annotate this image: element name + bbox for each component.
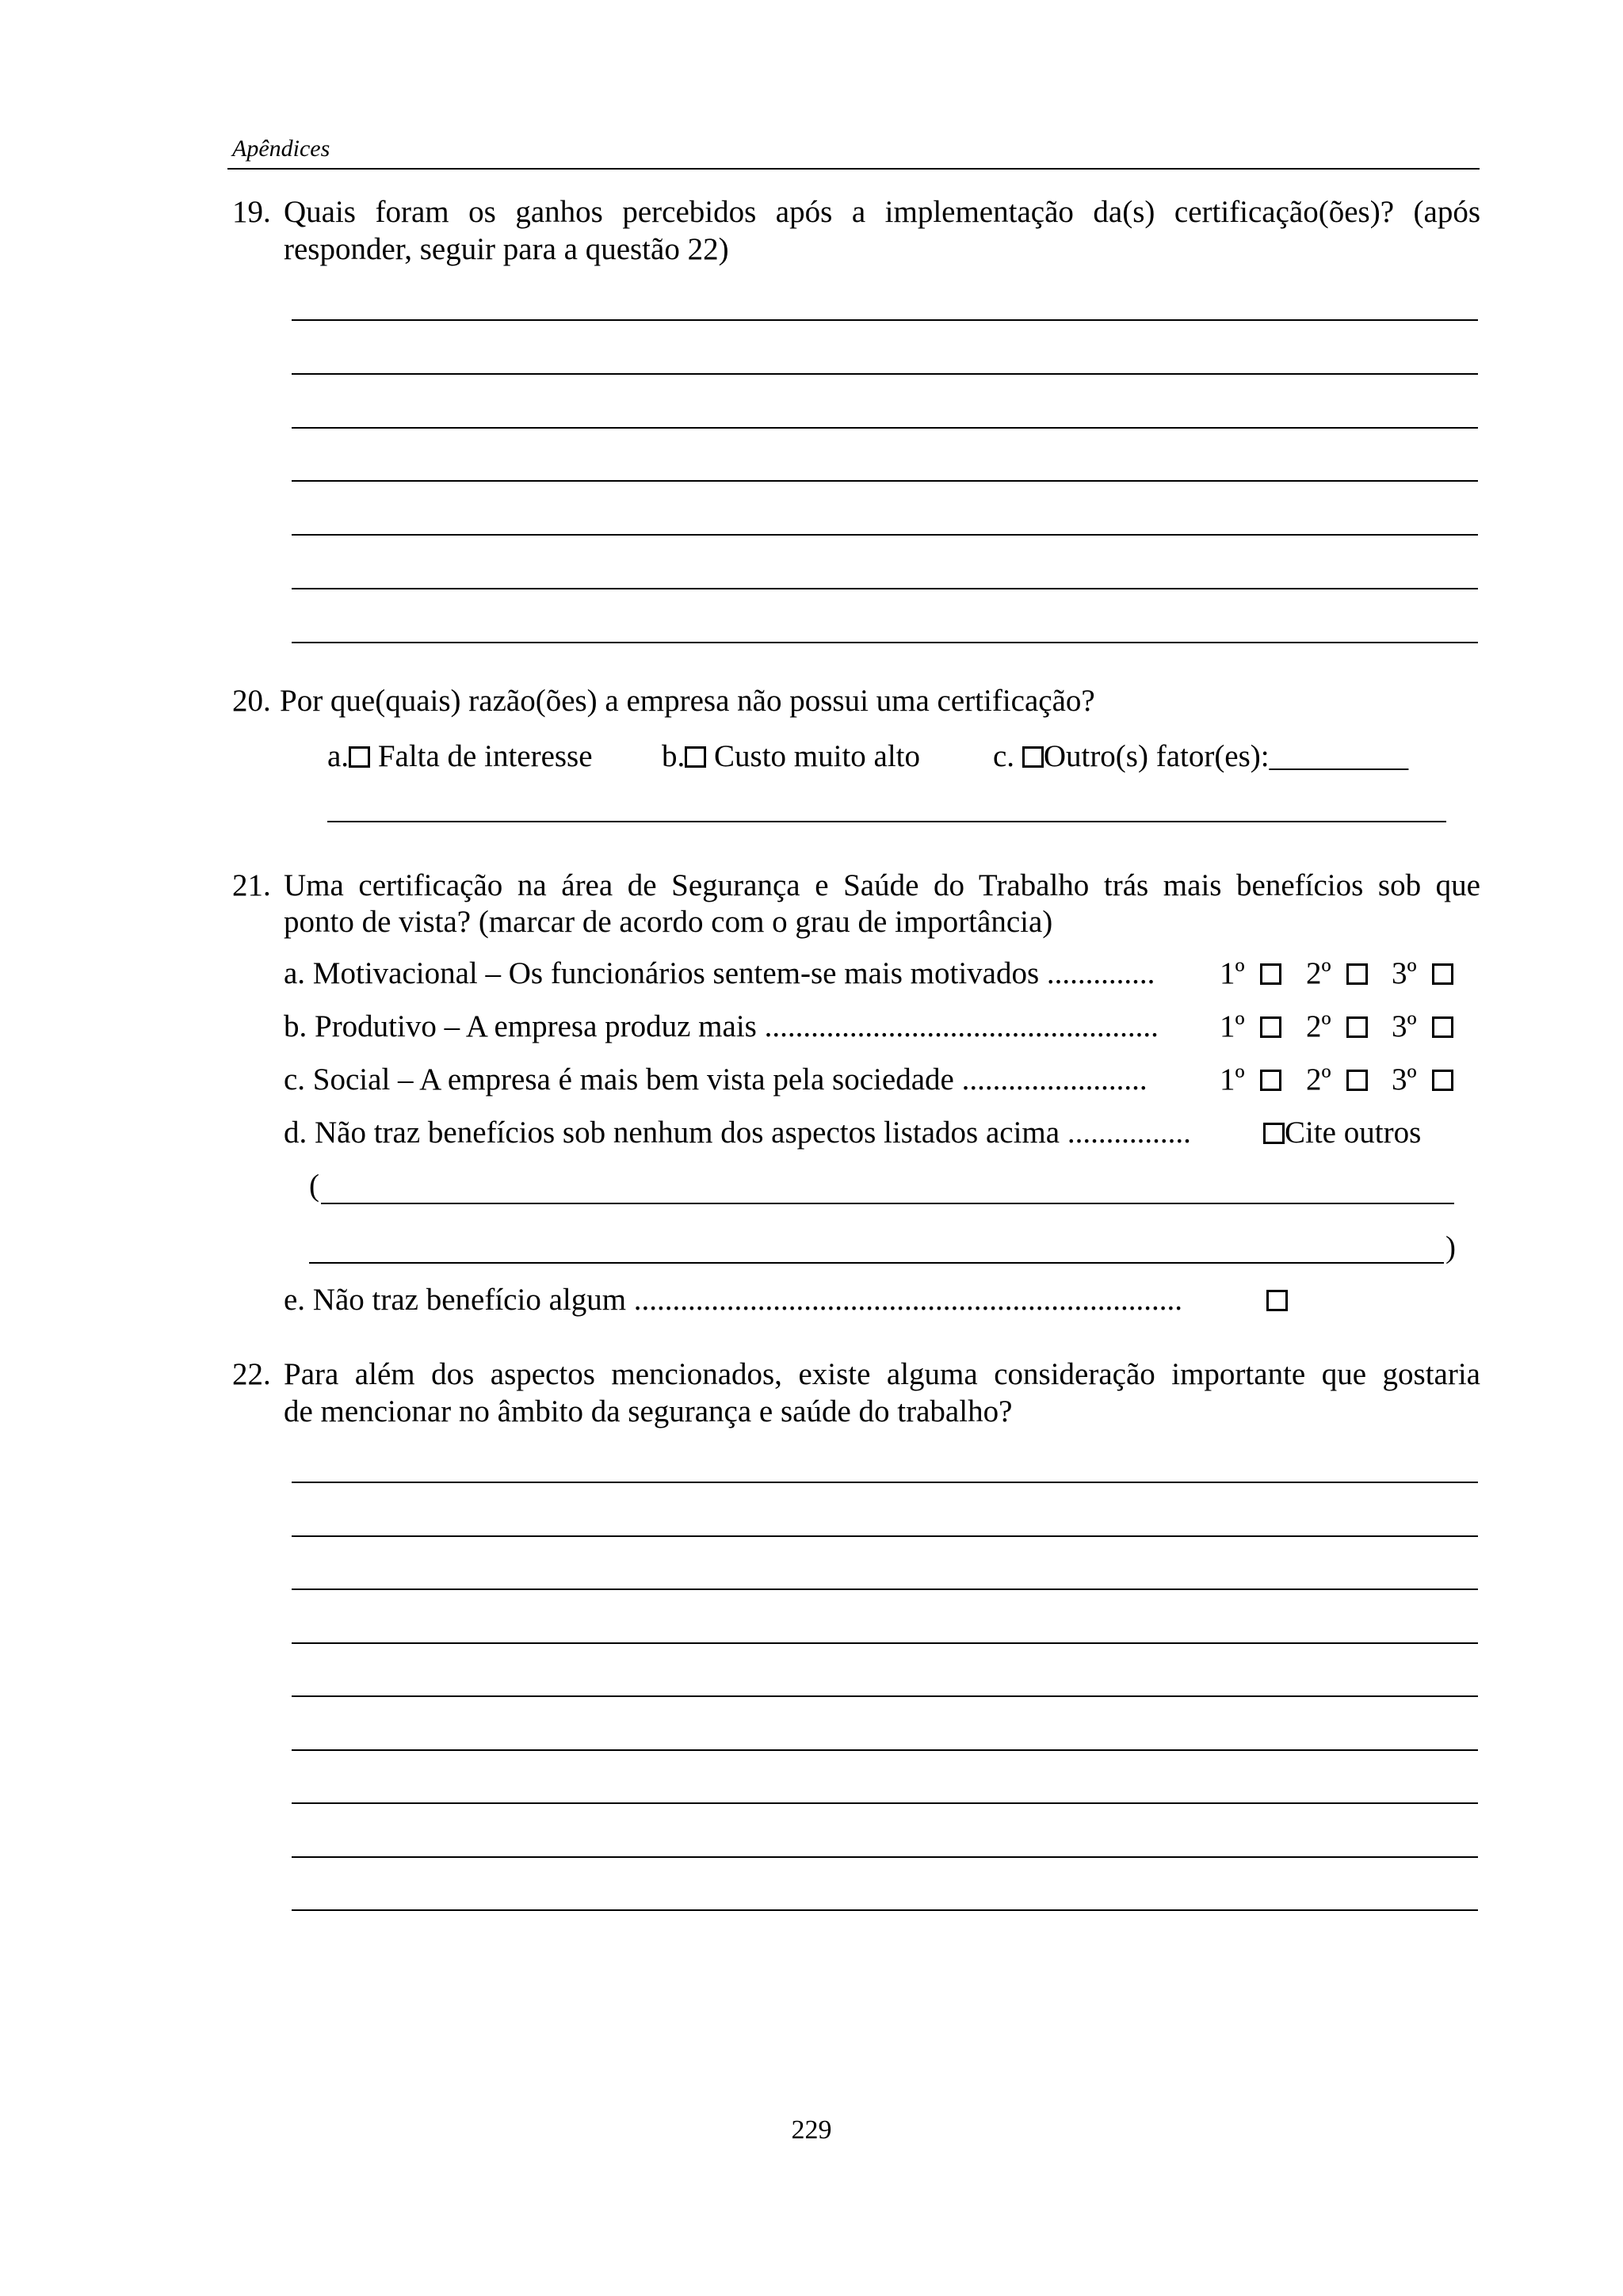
q20-option-a-label: Falta de interesse	[377, 739, 593, 773]
q20-number: 20.	[232, 684, 271, 718]
q20-option-c[interactable]	[993, 738, 1408, 775]
q22-answer-line-8[interactable]	[292, 1856, 1478, 1858]
q21-other-line-1[interactable]	[321, 1203, 1454, 1204]
q21-item-c-rank-2[interactable]	[1306, 1062, 1368, 1098]
rank-label: 1º	[1220, 1062, 1245, 1097]
q22-answer-line-5[interactable]	[292, 1695, 1478, 1697]
q21-item-a-checkbox-1[interactable]	[1260, 963, 1281, 985]
q21-item-c-checkbox-2[interactable]	[1346, 1070, 1368, 1091]
q20-option-c-label: Outro(s) fator(es):_________	[1043, 739, 1409, 773]
q19-answer-line-7[interactable]	[292, 642, 1478, 643]
q20-answer-line[interactable]	[327, 821, 1446, 822]
q21-item-a-rank-2[interactable]	[1306, 955, 1368, 992]
q22-answer-line-2[interactable]	[292, 1535, 1478, 1537]
q21-item-e-label: e. Não traz benefício algum .......................................................................	[284, 1283, 1183, 1317]
q21-item-c-rank-1[interactable]	[1220, 1062, 1281, 1098]
q21-item-d-option[interactable]	[1263, 1115, 1421, 1151]
q21-item-b-rank-2[interactable]	[1306, 1009, 1368, 1045]
q19-answer-line-6[interactable]	[292, 588, 1478, 589]
q21-item-a-checkbox-3[interactable]	[1432, 963, 1453, 985]
q20-option-a-letter: a.	[327, 739, 349, 773]
q19-answer-line-2[interactable]	[292, 373, 1478, 375]
page-number: 229	[791, 2115, 832, 2145]
q22-answer-line-3[interactable]	[292, 1589, 1478, 1590]
rank-label: 2º	[1306, 1009, 1331, 1043]
q21-item-d-label: d. Não traz benefícios sob nenhum dos aspectos listados acima ................	[284, 1116, 1191, 1150]
q20-options	[327, 738, 1461, 775]
q19-text-line1: Quais foram os ganhos percebidos após a implementação da(s) certificação(ões)? (após	[284, 195, 1480, 229]
rank-label: 3º	[1392, 956, 1417, 990]
q21-item-e	[284, 1282, 1472, 1318]
q21-item-e-option[interactable]	[1266, 1282, 1288, 1318]
q21-item-b-checkbox-1[interactable]	[1260, 1016, 1281, 1038]
q22-text-line2: de mencionar no âmbito da segurança e saúde do trabalho?	[284, 1394, 1013, 1428]
q22-answer-line-6[interactable]	[292, 1749, 1478, 1751]
q20-option-b-letter: b.	[662, 739, 685, 773]
q21-text-line1: Uma certificação na área de Segurança e Saúde do Trabalho trás mais benefícios sob que	[284, 868, 1480, 902]
q21-text-line2: ponto de vista? (marcar de acordo com o grau de importância)	[284, 905, 1053, 939]
q19-answer-line-1[interactable]	[292, 319, 1478, 321]
q20-option-c-checkbox[interactable]	[1022, 746, 1044, 768]
rank-label: 3º	[1392, 1009, 1417, 1043]
q21-item-b	[284, 1009, 1472, 1045]
q21-item-c-rank-3[interactable]	[1392, 1062, 1453, 1098]
q22-text-line1: Para além dos aspectos mencionados, existe alguma consideração importante que gostaria	[284, 1357, 1480, 1391]
q21-item-a-label: a. Motivacional – Os funcionários sentem-se mais motivados ..............	[284, 956, 1155, 990]
running-header: Apêndices	[232, 135, 330, 162]
q20-option-c-letter: c.	[993, 739, 1015, 773]
q21-item-a-checkbox-2[interactable]	[1346, 963, 1368, 985]
q22-answer-line-7[interactable]	[292, 1802, 1478, 1804]
q21-item-a	[284, 955, 1472, 992]
rank-label: 3º	[1392, 1062, 1417, 1097]
q21-item-a-rank-1[interactable]	[1220, 955, 1281, 992]
q21-open-paren: (	[309, 1169, 319, 1203]
q21-number: 21.	[232, 868, 271, 902]
q19-answer-line-5[interactable]	[292, 534, 1478, 536]
q20-option-a-checkbox[interactable]	[349, 746, 370, 768]
header-rule	[227, 168, 1480, 170]
q20-text: Por que(quais) razão(ões) a empresa não possui uma certificação?	[280, 684, 1095, 718]
q21-item-c-checkbox-3[interactable]	[1432, 1070, 1453, 1091]
q19-answer-line-4[interactable]	[292, 480, 1478, 482]
q21-close-paren: )	[1445, 1230, 1456, 1264]
q20-option-b[interactable]	[662, 738, 920, 775]
q21-item-a-rank-3[interactable]	[1392, 955, 1453, 992]
q20-option-b-checkbox[interactable]	[685, 746, 706, 768]
q22-number: 22.	[232, 1357, 271, 1391]
q21-item-c	[284, 1062, 1472, 1098]
q20-option-a[interactable]	[327, 738, 593, 775]
q20-option-b-label: Custo muito alto	[714, 739, 921, 773]
q19-number: 19.	[232, 195, 271, 229]
q19-text-line2: responder, seguir para a questão 22)	[284, 232, 729, 266]
rank-label: 2º	[1306, 1062, 1331, 1097]
q21-item-e-checkbox[interactable]	[1266, 1290, 1288, 1311]
q21-other-line-2[interactable]	[309, 1262, 1444, 1264]
q21-item-b-rank-1[interactable]	[1220, 1009, 1281, 1045]
q21-item-b-label: b. Produtivo – A empresa produz mais ...................................................	[284, 1009, 1159, 1043]
q21-item-b-checkbox-2[interactable]	[1346, 1016, 1368, 1038]
q21-item-d-option-label: Cite outros	[1285, 1116, 1422, 1150]
q21-item-c-checkbox-1[interactable]	[1260, 1070, 1281, 1091]
q22-answer-line-1[interactable]	[292, 1482, 1478, 1483]
q21-item-d-checkbox[interactable]	[1263, 1123, 1285, 1144]
q21-item-c-label: c. Social – A empresa é mais bem vista pela sociedade ........................	[284, 1062, 1148, 1097]
rank-label: 2º	[1306, 956, 1331, 990]
q21-item-b-checkbox-3[interactable]	[1432, 1016, 1453, 1038]
q21-item-b-rank-3[interactable]	[1392, 1009, 1453, 1045]
q22-answer-line-4[interactable]	[292, 1642, 1478, 1644]
q21-item-d	[284, 1115, 1472, 1151]
rank-label: 1º	[1220, 956, 1245, 990]
rank-label: 1º	[1220, 1009, 1245, 1043]
q22-answer-line-9[interactable]	[292, 1909, 1478, 1911]
q19-answer-line-3[interactable]	[292, 427, 1478, 429]
